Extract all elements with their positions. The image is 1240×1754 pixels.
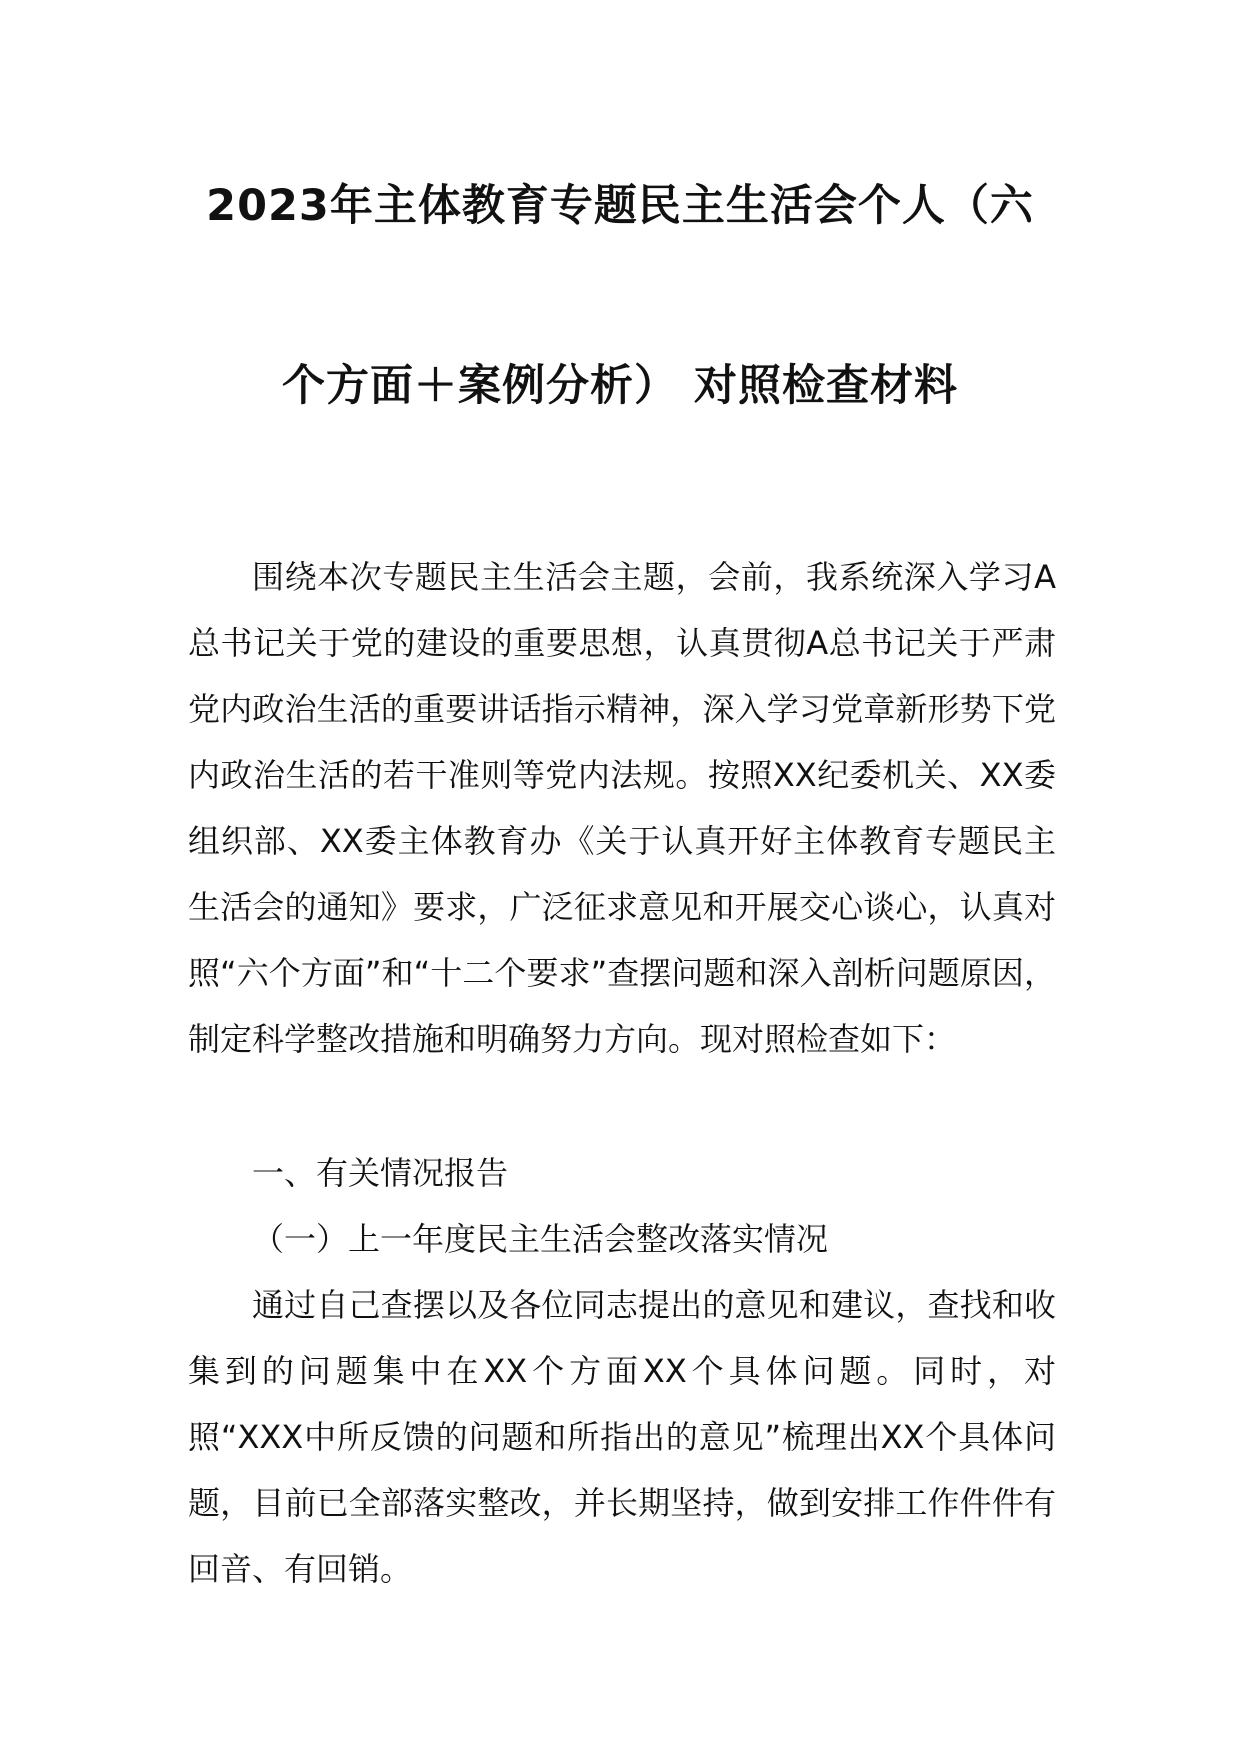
intro-paragraph: 围绕本次专题民主生活会主题，会前，我系统深入学习A总书记关于党的建设的重要思想，认真贯彻A总书记关于严肃党内政治生活的重要讲话指示精神，深入学习党章新形势下党内政治生活的若干准则等党内法规。按照XX纪委机关、XX委组织部、XX委主体教育办《关于认真开好主体教育专题民主生活会的通知》要求，广泛征求意见和开展交心谈心，认真对照“六个方面”和“十二个要求”查摆问题和深入剖析问题原因，制定科学整改措施和明确努力方向。现对照检查如下： xyxy=(188,558,1056,1058)
subsection-heading: （一）上一年度民主生活会整改落实情况 xyxy=(252,1220,829,1258)
section-heading: 一、有关情况报告 xyxy=(252,1154,509,1192)
document-title-line-1: 2023年主体教育专题民主生活会个人（六 xyxy=(206,181,1034,231)
section-paragraph: 通过自己查摆以及各位同志提出的意见和建议，查找和收集到的问题集中在XX个方面XX个具体问题。同时，对照“XXX中所反馈的问题和所指出的意见”梳理出XX个具体问题，目前已全部落实整改，并长期坚持，做到安排工作件件有回音、有回销。 xyxy=(188,1286,1056,1588)
document-title-line-2: 个方面＋案例分析） 对照检查材料 xyxy=(282,361,958,411)
